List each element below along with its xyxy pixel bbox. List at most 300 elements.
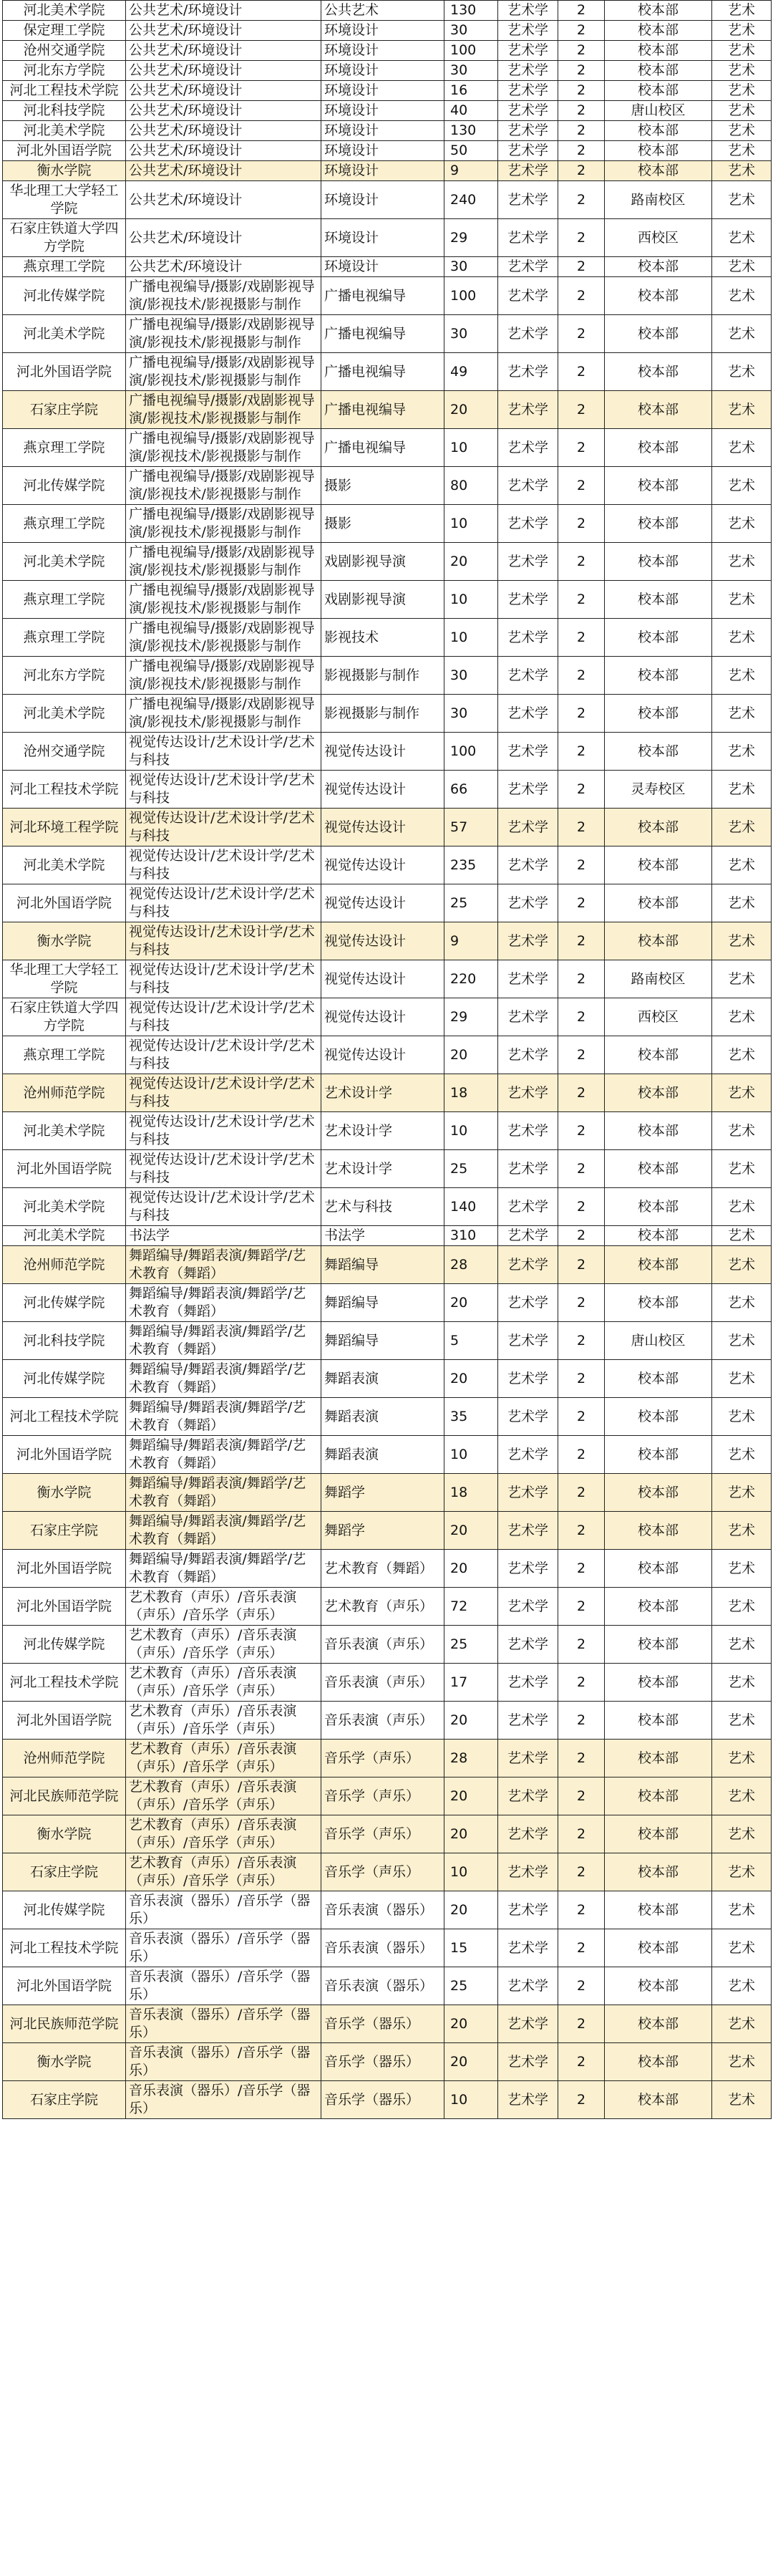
- major-group-cell: 公共艺术/环境设计: [126, 81, 321, 101]
- quota-cell: 9: [444, 161, 498, 181]
- major-group-cell: 书法学: [126, 1226, 321, 1246]
- type-cell: 艺术: [712, 1588, 772, 1626]
- campus-cell: 校本部: [605, 695, 712, 733]
- type-cell: 艺术: [712, 1512, 772, 1550]
- type-cell: 艺术: [712, 161, 772, 181]
- quota-cell: 29: [444, 998, 498, 1036]
- campus-cell: 校本部: [605, 21, 712, 41]
- years-cell: 2: [558, 1588, 605, 1626]
- campus-cell: 校本部: [605, 429, 712, 467]
- type-cell: 艺术: [712, 1074, 772, 1112]
- school-cell: 河北传媒学院: [3, 1891, 126, 1929]
- major-cell: 环境设计: [321, 81, 444, 101]
- major-group-cell: 艺术教育（声乐）/音乐表演（声乐）/音乐学（声乐）: [126, 1740, 321, 1777]
- category-cell: 艺术学: [498, 1226, 558, 1246]
- major-group-cell: 艺术教育（声乐）/音乐表演（声乐）/音乐学（声乐）: [126, 1777, 321, 1815]
- category-cell: 艺术学: [498, 619, 558, 657]
- campus-cell: 校本部: [605, 1226, 712, 1246]
- years-cell: 2: [558, 1074, 605, 1112]
- campus-cell: 唐山校区: [605, 1322, 712, 1360]
- category-cell: 艺术学: [498, 391, 558, 429]
- type-cell: 艺术: [712, 41, 772, 61]
- years-cell: 2: [558, 61, 605, 81]
- type-cell: 艺术: [712, 1550, 772, 1588]
- quota-cell: 40: [444, 101, 498, 121]
- campus-cell: 校本部: [605, 277, 712, 315]
- years-cell: 2: [558, 1853, 605, 1891]
- table-row: [3, 121, 772, 141]
- campus-cell: 校本部: [605, 884, 712, 922]
- category-cell: 艺术学: [498, 543, 558, 581]
- table-row: [3, 429, 772, 467]
- major-cell: 环境设计: [321, 161, 444, 181]
- years-cell: 2: [558, 1967, 605, 2005]
- major-cell: 广播电视编导: [321, 277, 444, 315]
- years-cell: 2: [558, 21, 605, 41]
- quota-cell: 25: [444, 1967, 498, 2005]
- category-cell: 艺术学: [498, 1322, 558, 1360]
- quota-cell: 28: [444, 1246, 498, 1284]
- category-cell: 艺术学: [498, 1815, 558, 1853]
- campus-cell: 西校区: [605, 998, 712, 1036]
- years-cell: 2: [558, 695, 605, 733]
- major-cell: 音乐学（声乐）: [321, 1853, 444, 1891]
- category-cell: 艺术学: [498, 846, 558, 884]
- quota-cell: 20: [444, 1360, 498, 1398]
- years-cell: 2: [558, 884, 605, 922]
- major-group-cell: 艺术教育（声乐）/音乐表演（声乐）/音乐学（声乐）: [126, 1664, 321, 1702]
- school-cell: 河北传媒学院: [3, 467, 126, 505]
- major-group-cell: 公共艺术/环境设计: [126, 21, 321, 41]
- type-cell: 艺术: [712, 1112, 772, 1150]
- quota-cell: 18: [444, 1474, 498, 1512]
- campus-cell: 校本部: [605, 1474, 712, 1512]
- category-cell: 艺术学: [498, 1398, 558, 1436]
- type-cell: 艺术: [712, 1815, 772, 1853]
- quota-cell: 20: [444, 1777, 498, 1815]
- years-cell: 2: [558, 1150, 605, 1188]
- table-row: [3, 1074, 772, 1112]
- type-cell: 艺术: [712, 1891, 772, 1929]
- campus-cell: 校本部: [605, 81, 712, 101]
- category-cell: 艺术学: [498, 1036, 558, 1074]
- category-cell: 艺术学: [498, 141, 558, 161]
- quota-cell: 5: [444, 1322, 498, 1360]
- type-cell: 艺术: [712, 2043, 772, 2081]
- category-cell: 艺术学: [498, 101, 558, 121]
- category-cell: 艺术学: [498, 219, 558, 257]
- major-group-cell: 公共艺术/环境设计: [126, 61, 321, 81]
- major-group-cell: 视觉传达设计/艺术设计学/艺术与科技: [126, 1074, 321, 1112]
- campus-cell: 校本部: [605, 581, 712, 619]
- major-group-cell: 公共艺术/环境设计: [126, 161, 321, 181]
- years-cell: 2: [558, 1398, 605, 1436]
- enrollment-table: [2, 0, 772, 2119]
- quota-cell: 20: [444, 2005, 498, 2043]
- type-cell: 艺术: [712, 1322, 772, 1360]
- major-cell: 艺术设计学: [321, 1150, 444, 1188]
- category-cell: 艺术学: [498, 581, 558, 619]
- table-row: [3, 1967, 772, 2005]
- years-cell: 2: [558, 2005, 605, 2043]
- type-cell: 艺术: [712, 1360, 772, 1398]
- quota-cell: 310: [444, 1226, 498, 1246]
- campus-cell: 校本部: [605, 619, 712, 657]
- major-group-cell: 广播电视编导/摄影/戏剧影视导演/影视技术/影视摄影与制作: [126, 315, 321, 353]
- table-row: [3, 1550, 772, 1588]
- school-cell: 河北民族师范学院: [3, 2005, 126, 2043]
- major-group-cell: 音乐表演（器乐）/音乐学（器乐）: [126, 2081, 321, 2119]
- campus-cell: 校本部: [605, 733, 712, 771]
- table-row: [3, 1112, 772, 1150]
- quota-cell: 100: [444, 277, 498, 315]
- category-cell: 艺术学: [498, 695, 558, 733]
- campus-cell: 校本部: [605, 1036, 712, 1074]
- table-row: [3, 1664, 772, 1702]
- table-row: [3, 1226, 772, 1246]
- years-cell: 2: [558, 1226, 605, 1246]
- major-group-cell: 舞蹈编导/舞蹈表演/舞蹈学/艺术教育（舞蹈）: [126, 1550, 321, 1588]
- major-cell: 广播电视编导: [321, 353, 444, 391]
- table-row: [3, 922, 772, 960]
- major-cell: 摄影: [321, 467, 444, 505]
- major-group-cell: 视觉传达设计/艺术设计学/艺术与科技: [126, 1150, 321, 1188]
- campus-cell: 校本部: [605, 1967, 712, 2005]
- table-row: [3, 1, 772, 21]
- type-cell: 艺术: [712, 61, 772, 81]
- major-cell: 舞蹈表演: [321, 1360, 444, 1398]
- type-cell: 艺术: [712, 277, 772, 315]
- school-cell: 石家庄铁道大学四方学院: [3, 219, 126, 257]
- quota-cell: 15: [444, 1929, 498, 1967]
- type-cell: 艺术: [712, 505, 772, 543]
- table-row: [3, 505, 772, 543]
- campus-cell: 校本部: [605, 2081, 712, 2119]
- major-group-cell: 音乐表演（器乐）/音乐学（器乐）: [126, 1891, 321, 1929]
- type-cell: 艺术: [712, 1664, 772, 1702]
- major-cell: 环境设计: [321, 181, 444, 219]
- years-cell: 2: [558, 1815, 605, 1853]
- category-cell: 艺术学: [498, 1436, 558, 1474]
- campus-cell: 校本部: [605, 1246, 712, 1284]
- quota-cell: 16: [444, 81, 498, 101]
- major-cell: 艺术教育（舞蹈）: [321, 1550, 444, 1588]
- category-cell: 艺术学: [498, 1929, 558, 1967]
- school-cell: 河北环境工程学院: [3, 809, 126, 846]
- category-cell: 艺术学: [498, 121, 558, 141]
- campus-cell: 校本部: [605, 315, 712, 353]
- type-cell: 艺术: [712, 81, 772, 101]
- school-cell: 河北传媒学院: [3, 277, 126, 315]
- major-group-cell: 舞蹈编导/舞蹈表演/舞蹈学/艺术教育（舞蹈）: [126, 1398, 321, 1436]
- table-row: [3, 2081, 772, 2119]
- type-cell: 艺术: [712, 960, 772, 998]
- school-cell: 河北外国语学院: [3, 1150, 126, 1188]
- major-cell: 舞蹈学: [321, 1512, 444, 1550]
- table-row: [3, 1891, 772, 1929]
- years-cell: 2: [558, 581, 605, 619]
- type-cell: 艺术: [712, 141, 772, 161]
- quota-cell: 29: [444, 219, 498, 257]
- quota-cell: 20: [444, 391, 498, 429]
- school-cell: 衡水学院: [3, 2043, 126, 2081]
- quota-cell: 20: [444, 1702, 498, 1740]
- school-cell: 河北工程技术学院: [3, 771, 126, 809]
- quota-cell: 18: [444, 1074, 498, 1112]
- table-row: [3, 1398, 772, 1436]
- type-cell: 艺术: [712, 1853, 772, 1891]
- campus-cell: 校本部: [605, 922, 712, 960]
- school-cell: 燕京理工学院: [3, 619, 126, 657]
- quota-cell: 25: [444, 1626, 498, 1664]
- category-cell: 艺术学: [498, 657, 558, 695]
- years-cell: 2: [558, 1891, 605, 1929]
- category-cell: 艺术学: [498, 257, 558, 277]
- major-group-cell: 视觉传达设计/艺术设计学/艺术与科技: [126, 809, 321, 846]
- table-row: [3, 581, 772, 619]
- campus-cell: 校本部: [605, 1853, 712, 1891]
- major-group-cell: 广播电视编导/摄影/戏剧影视导演/影视技术/影视摄影与制作: [126, 543, 321, 581]
- years-cell: 2: [558, 277, 605, 315]
- campus-cell: 校本部: [605, 1815, 712, 1853]
- major-group-cell: 公共艺术/环境设计: [126, 181, 321, 219]
- major-cell: 音乐表演（声乐）: [321, 1664, 444, 1702]
- campus-cell: 校本部: [605, 1550, 712, 1588]
- school-cell: 燕京理工学院: [3, 1036, 126, 1074]
- major-cell: 艺术与科技: [321, 1188, 444, 1226]
- category-cell: 艺术学: [498, 1853, 558, 1891]
- years-cell: 2: [558, 429, 605, 467]
- school-cell: 河北传媒学院: [3, 1360, 126, 1398]
- quota-cell: 17: [444, 1664, 498, 1702]
- years-cell: 2: [558, 846, 605, 884]
- quota-cell: 28: [444, 1740, 498, 1777]
- type-cell: 艺术: [712, 846, 772, 884]
- category-cell: 艺术学: [498, 315, 558, 353]
- major-cell: 书法学: [321, 1226, 444, 1246]
- category-cell: 艺术学: [498, 2005, 558, 2043]
- quota-cell: 20: [444, 1284, 498, 1322]
- major-group-cell: 广播电视编导/摄影/戏剧影视导演/影视技术/影视摄影与制作: [126, 429, 321, 467]
- major-group-cell: 视觉传达设计/艺术设计学/艺术与科技: [126, 998, 321, 1036]
- school-cell: 保定理工学院: [3, 21, 126, 41]
- quota-cell: 100: [444, 733, 498, 771]
- type-cell: 艺术: [712, 695, 772, 733]
- major-group-cell: 公共艺术/环境设计: [126, 1, 321, 21]
- type-cell: 艺术: [712, 1, 772, 21]
- major-group-cell: 视觉传达设计/艺术设计学/艺术与科技: [126, 884, 321, 922]
- campus-cell: 校本部: [605, 1777, 712, 1815]
- campus-cell: 校本部: [605, 141, 712, 161]
- school-cell: 衡水学院: [3, 161, 126, 181]
- type-cell: 艺术: [712, 257, 772, 277]
- major-cell: 音乐学（声乐）: [321, 1740, 444, 1777]
- school-cell: 华北理工大学轻工学院: [3, 960, 126, 998]
- category-cell: 艺术学: [498, 505, 558, 543]
- years-cell: 2: [558, 1512, 605, 1550]
- category-cell: 艺术学: [498, 771, 558, 809]
- major-cell: 音乐表演（器乐）: [321, 1967, 444, 2005]
- table-row: [3, 1777, 772, 1815]
- major-cell: 戏剧影视导演: [321, 543, 444, 581]
- major-group-cell: 视觉传达设计/艺术设计学/艺术与科技: [126, 960, 321, 998]
- campus-cell: 校本部: [605, 1740, 712, 1777]
- quota-cell: 49: [444, 353, 498, 391]
- years-cell: 2: [558, 1740, 605, 1777]
- years-cell: 2: [558, 1929, 605, 1967]
- school-cell: 河北美术学院: [3, 695, 126, 733]
- table-row: [3, 1436, 772, 1474]
- years-cell: 2: [558, 619, 605, 657]
- major-group-cell: 舞蹈编导/舞蹈表演/舞蹈学/艺术教育（舞蹈）: [126, 1474, 321, 1512]
- major-cell: 视觉传达设计: [321, 998, 444, 1036]
- category-cell: 艺术学: [498, 1246, 558, 1284]
- major-cell: 环境设计: [321, 257, 444, 277]
- type-cell: 艺术: [712, 543, 772, 581]
- table-row: [3, 219, 772, 257]
- school-cell: 河北外国语学院: [3, 1702, 126, 1740]
- table-row: [3, 1284, 772, 1322]
- table-row: [3, 733, 772, 771]
- major-group-cell: 音乐表演（器乐）/音乐学（器乐）: [126, 2043, 321, 2081]
- table-row: [3, 771, 772, 809]
- school-cell: 河北科技学院: [3, 1322, 126, 1360]
- table-row: [3, 1740, 772, 1777]
- table-row: [3, 1246, 772, 1284]
- type-cell: 艺术: [712, 1967, 772, 2005]
- major-group-cell: 广播电视编导/摄影/戏剧影视导演/影视技术/影视摄影与制作: [126, 467, 321, 505]
- years-cell: 2: [558, 1, 605, 21]
- years-cell: 2: [558, 391, 605, 429]
- category-cell: 艺术学: [498, 2081, 558, 2119]
- type-cell: 艺术: [712, 315, 772, 353]
- major-cell: 音乐表演（器乐）: [321, 1891, 444, 1929]
- major-cell: 艺术设计学: [321, 1112, 444, 1150]
- major-cell: 环境设计: [321, 121, 444, 141]
- school-cell: 沧州交通学院: [3, 733, 126, 771]
- school-cell: 河北工程技术学院: [3, 1398, 126, 1436]
- campus-cell: 校本部: [605, 2043, 712, 2081]
- table-row: [3, 41, 772, 61]
- years-cell: 2: [558, 1246, 605, 1284]
- school-cell: 衡水学院: [3, 1474, 126, 1512]
- school-cell: 沧州师范学院: [3, 1740, 126, 1777]
- campus-cell: 校本部: [605, 161, 712, 181]
- major-cell: 环境设计: [321, 21, 444, 41]
- table-row: [3, 315, 772, 353]
- years-cell: 2: [558, 315, 605, 353]
- major-cell: 舞蹈表演: [321, 1436, 444, 1474]
- years-cell: 2: [558, 1626, 605, 1664]
- major-cell: 视觉传达设计: [321, 809, 444, 846]
- major-cell: 音乐表演（声乐）: [321, 1702, 444, 1740]
- school-cell: 河北美术学院: [3, 1, 126, 21]
- quota-cell: 30: [444, 315, 498, 353]
- quota-cell: 35: [444, 1398, 498, 1436]
- campus-cell: 校本部: [605, 505, 712, 543]
- category-cell: 艺术学: [498, 1664, 558, 1702]
- category-cell: 艺术学: [498, 1, 558, 21]
- major-group-cell: 艺术教育（声乐）/音乐表演（声乐）/音乐学（声乐）: [126, 1626, 321, 1664]
- years-cell: 2: [558, 161, 605, 181]
- major-group-cell: 艺术教育（声乐）/音乐表演（声乐）/音乐学（声乐）: [126, 1702, 321, 1740]
- school-cell: 沧州交通学院: [3, 41, 126, 61]
- major-group-cell: 视觉传达设计/艺术设计学/艺术与科技: [126, 846, 321, 884]
- campus-cell: 路南校区: [605, 960, 712, 998]
- major-group-cell: 艺术教育（声乐）/音乐表演（声乐）/音乐学（声乐）: [126, 1853, 321, 1891]
- type-cell: 艺术: [712, 771, 772, 809]
- school-cell: 衡水学院: [3, 922, 126, 960]
- table-row: [3, 1322, 772, 1360]
- major-cell: 环境设计: [321, 219, 444, 257]
- major-cell: 音乐学（声乐）: [321, 1815, 444, 1853]
- campus-cell: 校本部: [605, 257, 712, 277]
- major-cell: 音乐学（声乐）: [321, 1777, 444, 1815]
- major-cell: 视觉传达设计: [321, 846, 444, 884]
- major-cell: 音乐表演（器乐）: [321, 1929, 444, 1967]
- type-cell: 艺术: [712, 1626, 772, 1664]
- category-cell: 艺术学: [498, 884, 558, 922]
- years-cell: 2: [558, 1284, 605, 1322]
- campus-cell: 校本部: [605, 61, 712, 81]
- years-cell: 2: [558, 1360, 605, 1398]
- years-cell: 2: [558, 1436, 605, 1474]
- major-cell: 音乐学（器乐）: [321, 2081, 444, 2119]
- type-cell: 艺术: [712, 181, 772, 219]
- category-cell: 艺术学: [498, 81, 558, 101]
- school-cell: 河北美术学院: [3, 846, 126, 884]
- campus-cell: 校本部: [605, 1112, 712, 1150]
- type-cell: 艺术: [712, 998, 772, 1036]
- school-cell: 燕京理工学院: [3, 257, 126, 277]
- category-cell: 艺术学: [498, 1360, 558, 1398]
- table-row: [3, 391, 772, 429]
- type-cell: 艺术: [712, 1188, 772, 1226]
- quota-cell: 10: [444, 2081, 498, 2119]
- type-cell: 艺术: [712, 391, 772, 429]
- major-cell: 环境设计: [321, 61, 444, 81]
- years-cell: 2: [558, 181, 605, 219]
- type-cell: 艺术: [712, 2005, 772, 2043]
- school-cell: 河北外国语学院: [3, 1588, 126, 1626]
- type-cell: 艺术: [712, 619, 772, 657]
- years-cell: 2: [558, 2043, 605, 2081]
- years-cell: 2: [558, 1664, 605, 1702]
- years-cell: 2: [558, 81, 605, 101]
- quota-cell: 30: [444, 657, 498, 695]
- campus-cell: 校本部: [605, 1360, 712, 1398]
- type-cell: 艺术: [712, 733, 772, 771]
- major-cell: 视觉传达设计: [321, 922, 444, 960]
- campus-cell: 校本部: [605, 391, 712, 429]
- years-cell: 2: [558, 771, 605, 809]
- school-cell: 沧州师范学院: [3, 1246, 126, 1284]
- major-group-cell: 视觉传达设计/艺术设计学/艺术与科技: [126, 1112, 321, 1150]
- table-row: [3, 1188, 772, 1226]
- major-group-cell: 视觉传达设计/艺术设计学/艺术与科技: [126, 1036, 321, 1074]
- category-cell: 艺术学: [498, 922, 558, 960]
- quota-cell: 20: [444, 1815, 498, 1853]
- school-cell: 河北工程技术学院: [3, 1664, 126, 1702]
- major-group-cell: 视觉传达设计/艺术设计学/艺术与科技: [126, 771, 321, 809]
- quota-cell: 30: [444, 21, 498, 41]
- major-group-cell: 艺术教育（声乐）/音乐表演（声乐）/音乐学（声乐）: [126, 1815, 321, 1853]
- quota-cell: 20: [444, 543, 498, 581]
- major-group-cell: 广播电视编导/摄影/戏剧影视导演/影视技术/影视摄影与制作: [126, 657, 321, 695]
- major-group-cell: 视觉传达设计/艺术设计学/艺术与科技: [126, 922, 321, 960]
- quota-cell: 130: [444, 121, 498, 141]
- major-group-cell: 公共艺术/环境设计: [126, 121, 321, 141]
